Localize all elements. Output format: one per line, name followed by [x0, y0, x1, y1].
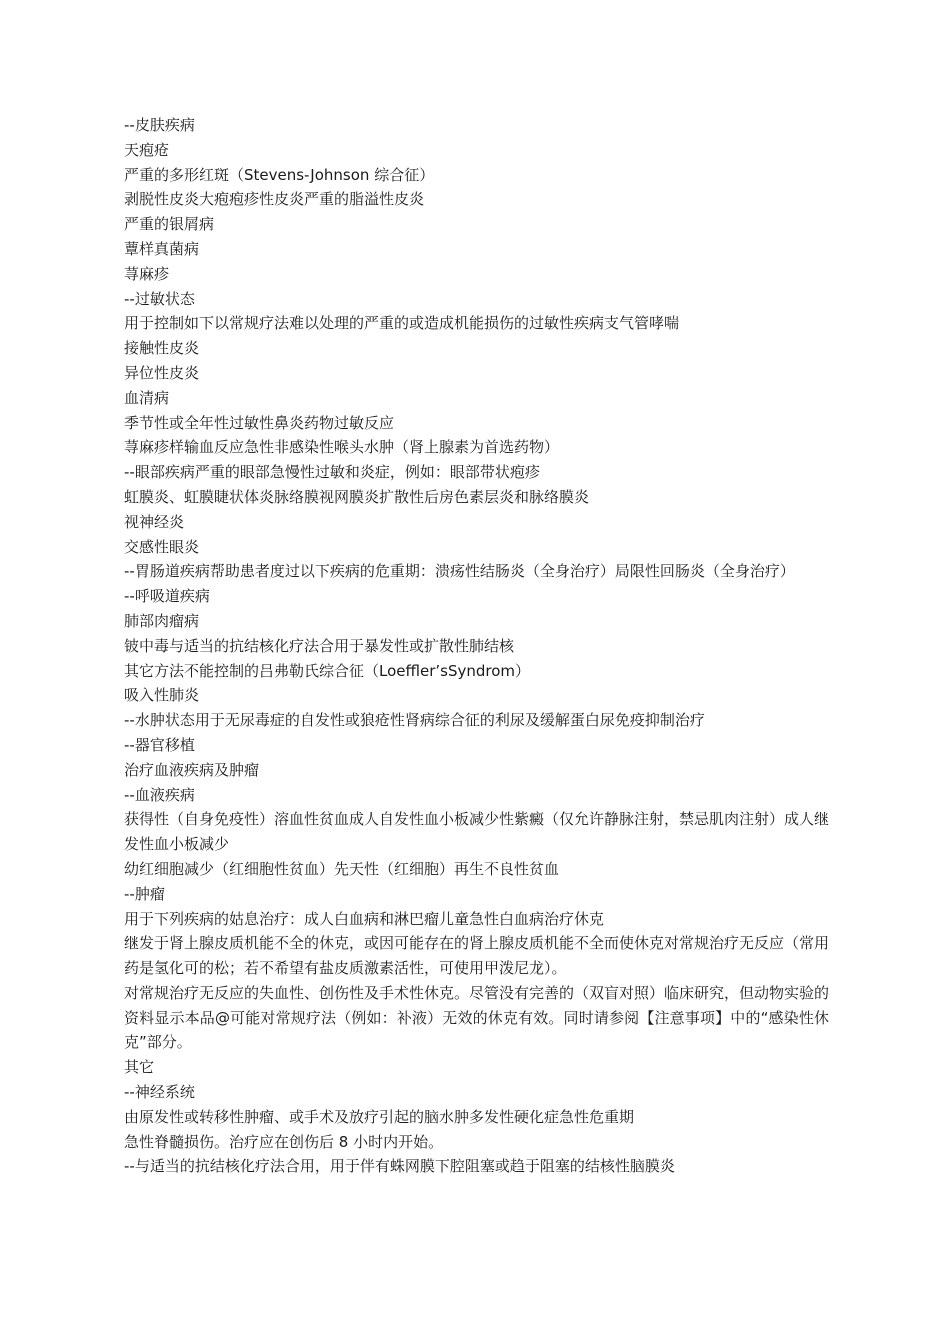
text-line: 吸入性肺炎 [124, 686, 200, 705]
text-paragraph: 继发于肾上腺皮质机能不全的休克，或因可能存在的肾上腺皮质机能不全而使休克对常规治疗无反应（常用药是氢化可的松；若不希望有盐皮质激素活性，可使用甲泼尼龙）。 [124, 934, 830, 978]
text-line: 肺部肉瘤病 [124, 611, 200, 630]
section-heading-edema-states: --水肿状态用于无尿毒症的自发性或狼疮性肾病综合征的利尿及缓解蛋白尿免疫抑制治疗 [124, 711, 705, 730]
text-line: 用于下列疾病的姑息治疗：成人白血病和淋巴瘤儿童急性白血病治疗休克 [124, 909, 605, 928]
section-heading-skin-diseases: --皮肤疾病 [124, 116, 195, 134]
text-paragraph: 获得性（自身免疫性）溶血性贫血成人自发性血小板减少性紫癜（仅允许静脉注射，禁忌肌肉注射）成人继发性血小板减少 [124, 810, 830, 854]
text-line: 用于控制如下以常规疗法难以处理的严重的或造成机能损伤的过敏性疾病支气管哮喘 [124, 314, 680, 333]
text-line: 蕈样真菌病 [124, 239, 200, 258]
section-heading-nervous-system: --神经系统 [124, 1083, 195, 1102]
text-line: 视神经炎 [124, 512, 185, 531]
text-line: 剥脱性皮炎大疱疱疹性皮炎严重的脂溢性皮炎 [124, 190, 425, 209]
text-line: 严重的银屑病 [124, 215, 215, 234]
text-line: 急性脊髓损伤。治疗应在创伤后 8 小时内开始。 [124, 1132, 444, 1151]
text-line: 血清病 [124, 388, 170, 407]
text-line: 由原发性或转移性肿瘤、或手术及放疗引起的脑水肿多发性硬化症急性危重期 [124, 1107, 635, 1126]
text-line: 荨麻疹 [124, 264, 170, 283]
section-heading-blood-diseases: --血液疾病 [124, 785, 195, 804]
text-line: 季节性或全年性过敏性鼻炎药物过敏反应 [124, 413, 395, 432]
text-line: 治疗血液疾病及肿瘤 [124, 760, 260, 779]
text-line: 严重的多形红斑（Stevens-Johnson 综合征） [124, 165, 435, 184]
text-line: 铍中毒与适当的抗结核化疗法合用于暴发性或扩散性肺结核 [124, 636, 515, 655]
section-heading-organ-transplant: --器官移植 [124, 735, 195, 754]
text-line: 异位性皮炎 [124, 363, 200, 382]
document-body [124, 113, 829, 1179]
text-line: 荨麻疹样输血反应急性非感染性喉头水肿（肾上腺素为首选药物） [124, 438, 560, 457]
section-heading-allergic-states: --过敏状态 [124, 289, 195, 308]
text-line: 其它方法不能控制的吕弗勒氏综合征（Loeffler’sSyndrom） [124, 661, 531, 680]
text-paragraph: 对常规治疗无反应的失血性、创伤性及手术性休克。尽管没有完善的（双盲对照）临床研究，但动物实验的资料显示本品@可能对常规疗法（例如：补液）无效的休克有效。同时请参阅【注意事项】中的“感染性休克”部分。 [124, 983, 830, 1052]
text-line: 天疱疮 [124, 140, 170, 159]
section-heading-eye-diseases: --眼部疾病严重的眼部急慢性过敏和炎症，例如：眼部带状疱疹 [124, 463, 540, 482]
text-line: 接触性皮炎 [124, 339, 200, 358]
text-line: --与适当的抗结核化疗法合用，用于伴有蛛网膜下腔阻塞或趋于阻塞的结核性脑膜炎 [124, 1157, 675, 1176]
section-heading-tumors: --肿瘤 [124, 884, 165, 903]
section-heading-respiratory: --呼吸道疾病 [124, 587, 210, 606]
text-line: 虹膜炎、虹膜睫状体炎脉络膜视网膜炎扩散性后房色素层炎和脉络膜炎 [124, 487, 590, 506]
section-heading-other: 其它 [124, 1058, 155, 1077]
text-line: 交感性眼炎 [124, 537, 200, 556]
section-heading-gastrointestinal: --胃肠道疾病帮助患者度过以下疾病的危重期：溃疡性结肠炎（全身治疗）局限性回肠炎（全身治疗） [124, 562, 795, 581]
text-line: 幼红细胞减少（红细胞性贫血）先天性（红细胞）再生不良性贫血 [124, 859, 560, 878]
